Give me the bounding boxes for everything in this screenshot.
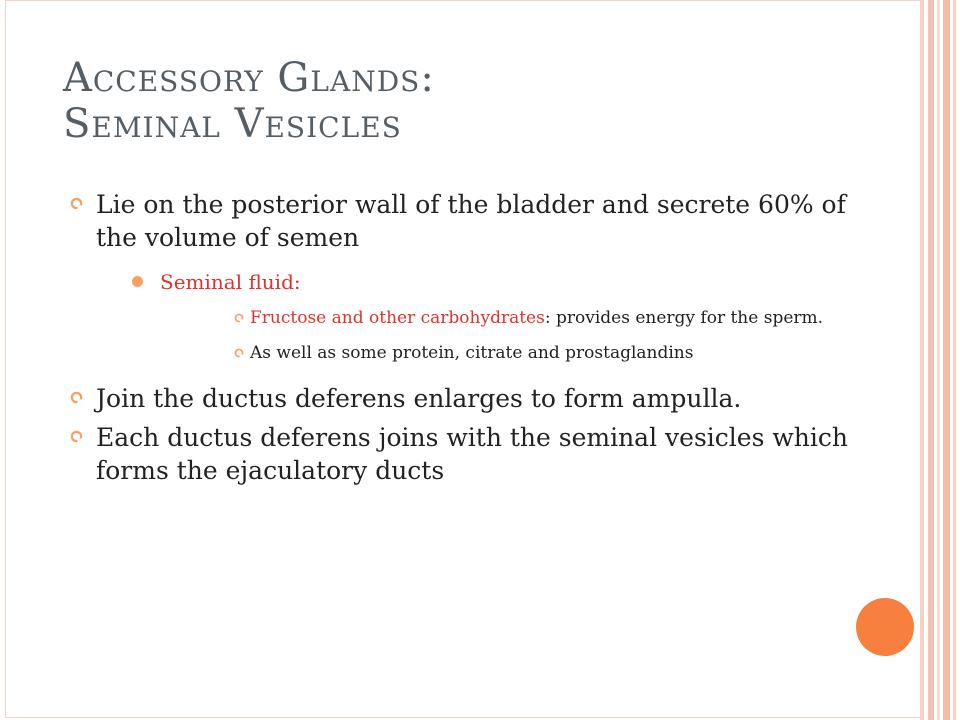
bullet-text: Join the ductus deferens enlarges to form ampulla.	[96, 384, 742, 413]
filled-dot-bullet-icon	[132, 276, 143, 287]
stripe	[928, 0, 934, 720]
slide-title	[63, 55, 435, 147]
sub-list	[96, 268, 870, 366]
sub-sub-list	[160, 306, 870, 366]
hollow-circle-bullet-icon	[234, 348, 244, 358]
bullet-text: Each ductus deferens joins with the seminal vesicles which forms the ejaculatory ducts	[96, 423, 848, 485]
title-line-1: Accessory Glands:	[63, 55, 435, 101]
bullet-list	[70, 188, 870, 487]
right-stripe-border	[920, 0, 960, 720]
bullet-item	[70, 382, 870, 415]
sub-bullet-item	[132, 268, 870, 366]
sub-sub-bullet-item	[250, 341, 890, 366]
stripe	[920, 0, 924, 720]
hollow-circle-bullet-icon	[70, 430, 83, 443]
stripe	[937, 0, 940, 720]
stripe	[953, 0, 956, 720]
orange-circle-icon	[856, 598, 914, 656]
bullet-item	[70, 421, 870, 487]
sub-sub-bullet-item	[250, 306, 890, 331]
highlighted-text: Fructose and other carbohydrates	[250, 308, 545, 328]
title-line-2: Seminal Vesicles	[63, 101, 402, 147]
hollow-circle-bullet-icon	[70, 391, 83, 404]
sub-sub-bullet-text: : provides energy for the sperm.	[544, 308, 824, 328]
sub-bullet-text: Seminal fluid:	[160, 270, 301, 294]
hollow-circle-bullet-icon	[234, 313, 244, 323]
sub-sub-bullet-text: As well as some protein, citrate and prostaglandins	[250, 343, 694, 363]
hollow-circle-bullet-icon	[70, 197, 83, 210]
stripe	[943, 0, 950, 720]
slide-content	[70, 188, 870, 497]
bullet-text: Lie on the posterior wall of the bladder and secrete 60% of the volume of semen	[96, 190, 846, 252]
bullet-item	[70, 188, 870, 366]
